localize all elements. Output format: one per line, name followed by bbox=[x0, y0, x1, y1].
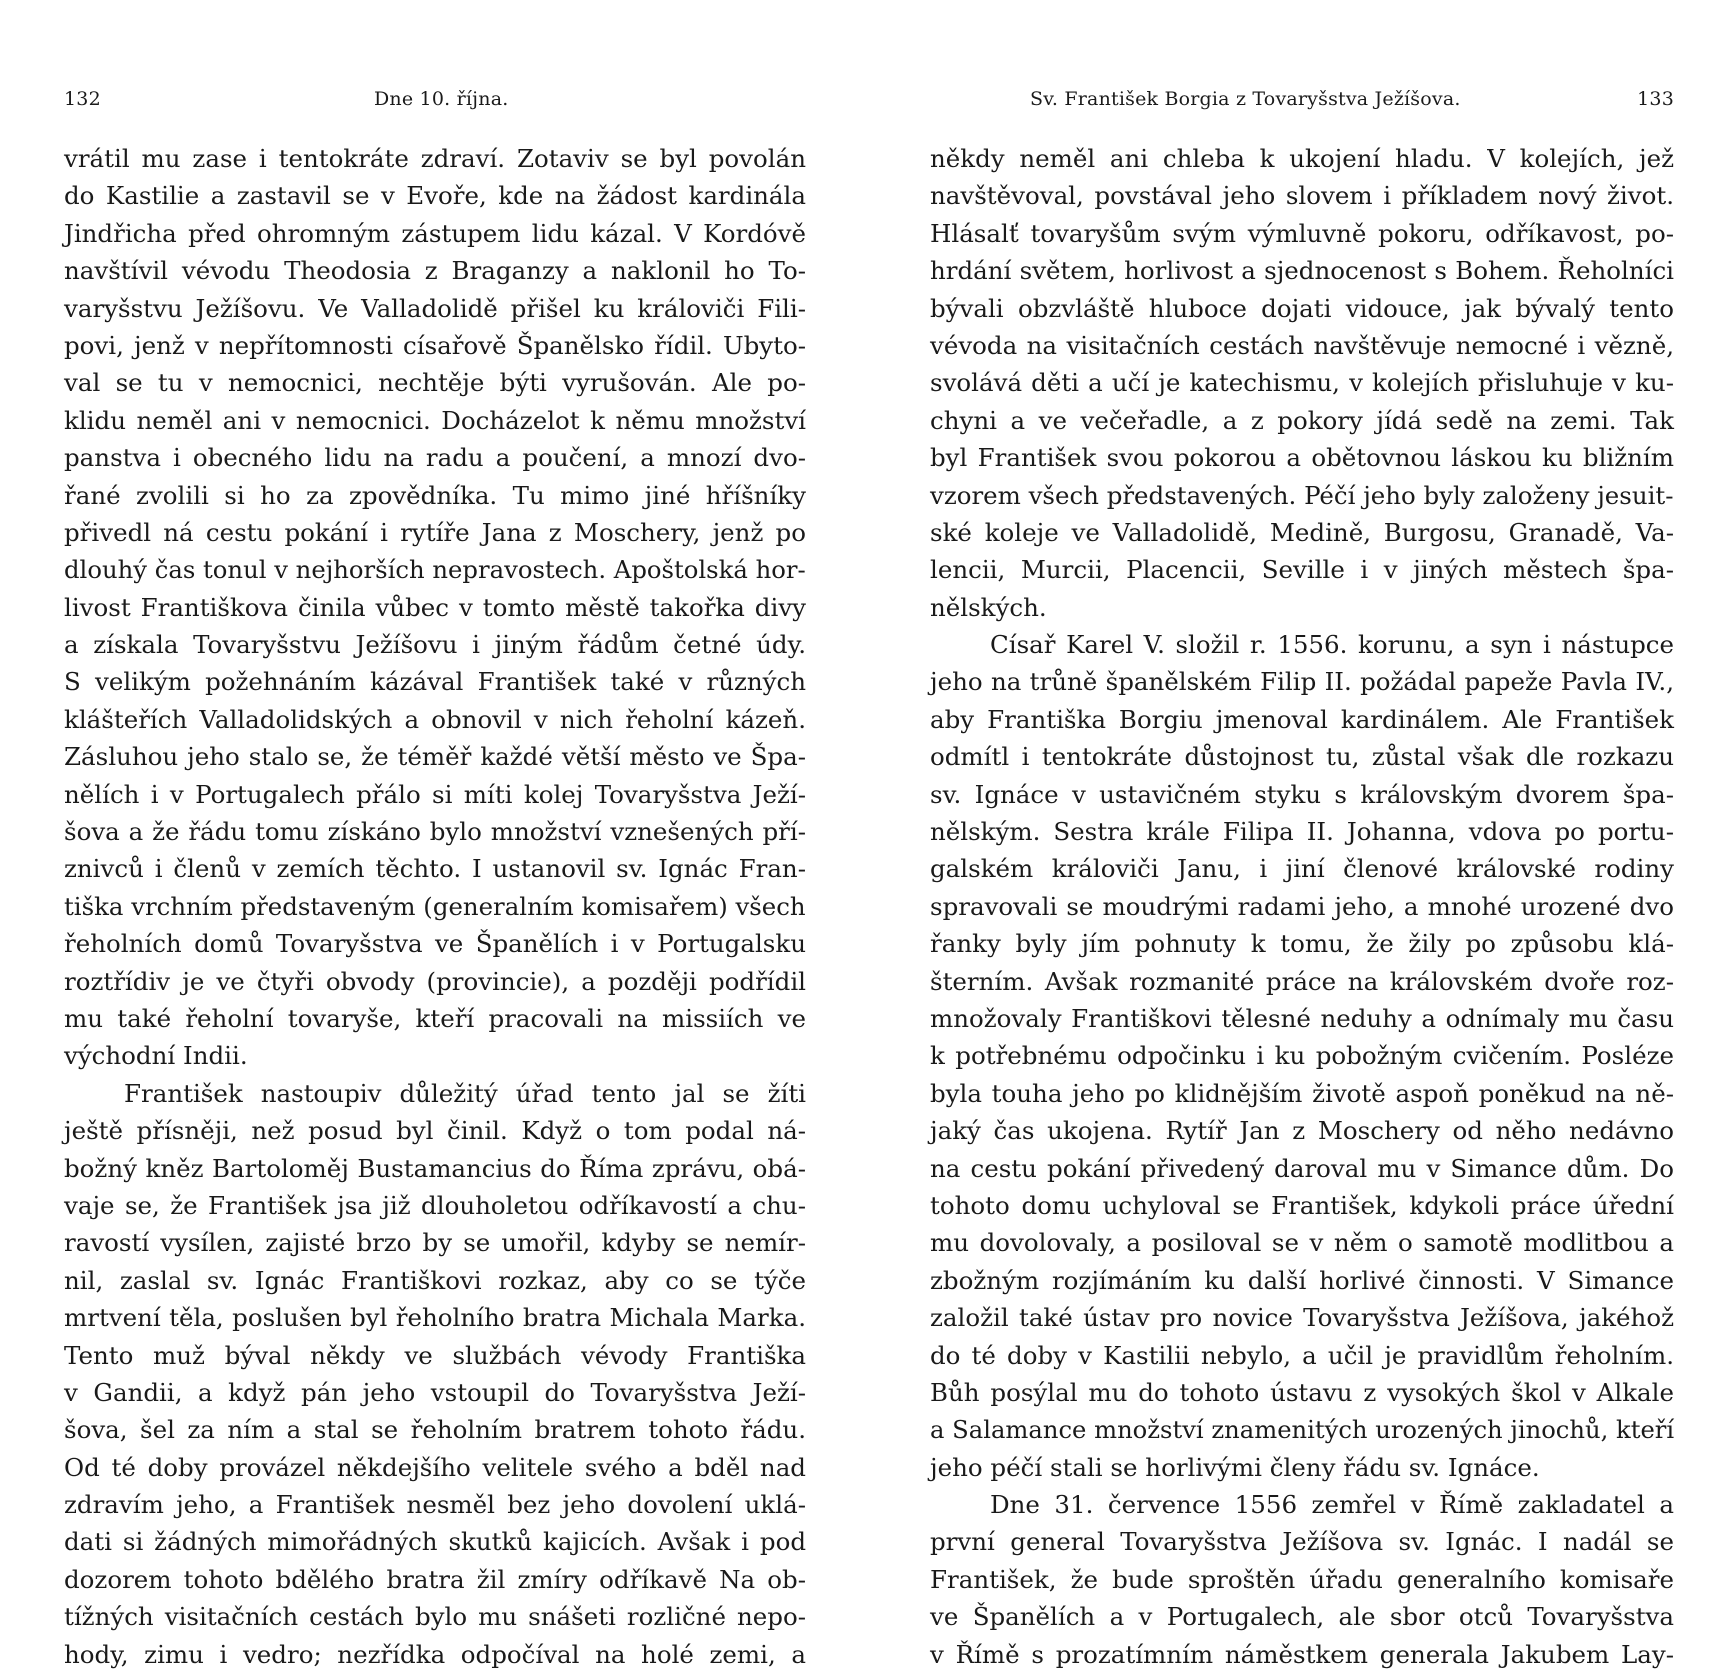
text-line: nělích i v Portugalech přálo si míti kolej Tovaryšstva Ježí- bbox=[64, 779, 806, 809]
text-line: do Kastilie a zastavil se v Evoře, kde na žádost kardinála bbox=[64, 181, 806, 211]
text-line: někdy neměl ani chleba k ukojení hladu. V kolejích, jež bbox=[930, 144, 1674, 173]
text-line: Dne 31. července 1556 zemřel v Římě zakladatel a bbox=[990, 1490, 1674, 1520]
text-line: a Salamance množství znamenitých urozených jinochů, kteří bbox=[930, 1415, 1675, 1445]
text-line: Císař Karel V. složil r. 1556. korunu, a syn i nástupce bbox=[990, 630, 1674, 660]
text-line: chyni a ve večeřadle, a z pokory jídá sedě na zemi. Tak bbox=[930, 405, 1674, 435]
text-line: šterním. Avšak rozmanité práce na královském dvoře roz- bbox=[930, 966, 1674, 996]
text-line: lencii, Murcii, Placencii, Seville i v jiných městech špa- bbox=[930, 555, 1674, 585]
text-line: mu dovolovaly, a posiloval se v něm o samotě modlitbou a bbox=[930, 1228, 1674, 1258]
text-line: nělským. Sestra krále Filipa II. Johanna, vdova po portu- bbox=[930, 817, 1674, 847]
text-line: Od té doby provázel někdejšího velitele svého a bděl nad bbox=[64, 1452, 806, 1482]
left-page-header bbox=[64, 88, 806, 118]
text-line: spravovali se moudrými radami jeho, a mnohé urozené dvo bbox=[930, 891, 1674, 921]
text-line: dozorem tohoto bdělého bratra žil zmíry odříkavě Na ob- bbox=[64, 1564, 806, 1594]
text-line: ravostí vysílen, zajisté brzo by se umořil, kdyby se nemír- bbox=[64, 1228, 806, 1258]
text-line: vaje se, že František jsa již dlouholetou odříkavostí a chu- bbox=[64, 1190, 806, 1220]
text-line: ské koleje ve Valladolidě, Medině, Burgosu, Granadě, Va- bbox=[930, 517, 1674, 547]
text-line: dati si žádných mimořádných skutků kajicích. Avšak i pod bbox=[64, 1527, 806, 1557]
text-line: v Římě s prozatímním náměstkem generala Jakubem Lay- bbox=[930, 1639, 1674, 1669]
text-line: navštívil vévodu Theodosia z Braganzy a naklonil ho To- bbox=[64, 256, 806, 286]
text-line: galském královiči Janu, i jiní členové královské rodiny bbox=[930, 854, 1674, 884]
text-line: svolává děti a učí je katechismu, v kolejích přisluhuje v ku- bbox=[930, 368, 1674, 398]
text-line: roztřídiv je ve čtyři obvody (provincie), a později podřídil bbox=[64, 966, 806, 996]
text-line: Bůh posýlal mu do tohoto ústavu z vysokých škol v Alkale bbox=[930, 1377, 1674, 1407]
text-line: hody, zimu i vedro; nezřídka odpočíval na holé zemi, a bbox=[64, 1639, 806, 1669]
left-page bbox=[64, 0, 806, 1669]
text-line: varyšstvu Ježíšovu. Ve Valladolidě přišel ku královiči Fili- bbox=[64, 293, 806, 323]
text-line: povi, jenž v nepřítomnosti císařově Španělsko řídil. Ubyto- bbox=[64, 330, 806, 360]
text-line: a získala Tovaryšstvu Ježíšovu i jiným řádům četné údy. bbox=[64, 630, 806, 660]
text-line: nělských. bbox=[930, 592, 1047, 622]
right-page bbox=[930, 0, 1675, 1669]
text-line: k potřebnému odpočinku i ku pobožným cvičením. Posléze bbox=[930, 1041, 1674, 1071]
text-line: řeholních domů Tovaryšstva ve Španělích i v Portugalsku bbox=[64, 929, 806, 959]
text-line: Zásluhou jeho stalo se, že téměř každé větší město ve Špa- bbox=[64, 742, 806, 772]
text-line: ještě přísněji, než posud byl činil. Když o tom podal ná- bbox=[64, 1116, 806, 1146]
text-line: S velikým požehnáním kázával František také v různých bbox=[64, 667, 806, 697]
text-line: přivedl ná cestu pokání i rytíře Jana z Moschery, jenž po bbox=[64, 517, 806, 547]
text-line: založil také ústav pro novice Tovaryšstva Ježíšova, jakéhož bbox=[930, 1303, 1674, 1333]
text-line: zdravím jeho, a František nesměl bez jeho dovolení uklá- bbox=[64, 1490, 806, 1520]
text-line: množovaly Františkovi tělesné neduhy a odnímaly mu času bbox=[930, 1003, 1674, 1033]
text-line: jaký čas ukojena. Rytíř Jan z Moschery od něho nedávno bbox=[930, 1116, 1674, 1146]
text-line: jeho péčí stali se horlivými členy řádu sv. Ignáce. bbox=[930, 1452, 1540, 1482]
running-head: Sv. František Borgia z Tovaryšstva Ježíšova. bbox=[1030, 88, 1461, 110]
text-line: šova, šel za ním a stal se řeholním bratrem tohoto řádu. bbox=[64, 1415, 806, 1445]
text-line: znivců i členů v zemích těchto. I ustanovil sv. Ignác Fran- bbox=[64, 854, 806, 884]
text-line: tohoto domu uchyloval se František, kdykoli práce úřední bbox=[930, 1190, 1674, 1220]
text-line: mrtvení těla, poslušen byl řeholního bratra Michala Marka. bbox=[64, 1303, 806, 1333]
text-line: vévoda na visitačních cestách navštěvuje nemocné i vězně, bbox=[930, 330, 1674, 360]
text-line: aby Františka Borgiu jmenoval kardinálem. Ale František bbox=[930, 704, 1674, 734]
text-line: východní Indii. bbox=[64, 1041, 248, 1071]
text-line: jeho na trůně španělském Filip II. požádal papeže Pavla IV., bbox=[930, 667, 1674, 697]
text-line: nil, zaslal sv. Ignác Františkovi rozkaz, aby co se týče bbox=[64, 1265, 806, 1295]
text-line: dlouhý čas tonul v nejhorších nepravostech. Apoštolská hor- bbox=[64, 555, 806, 585]
text-line: vrátil mu zase i tentokráte zdraví. Zotaviv se byl povolán bbox=[64, 144, 806, 173]
text-line: božný kněz Bartoloměj Bustamancius do Říma zprávu, obá- bbox=[64, 1153, 806, 1183]
running-head: Dne 10. října. bbox=[374, 88, 509, 110]
text-line: odmítl i tentokráte důstojnost tu, zůstal však dle rozkazu bbox=[930, 742, 1674, 772]
text-line: vzorem všech představených. Péčí jeho byly založeny jesuit- bbox=[930, 480, 1674, 510]
text-line: Hlásalť tovaryšům svým výmluvně pokoru, odříkavost, po- bbox=[930, 218, 1674, 248]
text-line: bývali obzvláště hluboce dojati vidouce, jak bývalý tento bbox=[930, 293, 1674, 323]
text-line: na cestu pokání přivedený daroval mu v Simance dům. Do bbox=[930, 1153, 1674, 1183]
text-line: panstva i obecného lidu na radu a poučení, a mnozí dvo- bbox=[64, 443, 806, 473]
text-line: ve Španělích a v Portugalech, ale sbor otců Tovaryšstva bbox=[930, 1602, 1674, 1632]
text-line: sv. Ignáce v ustavičném styku s královským dvorem špa- bbox=[930, 779, 1674, 809]
text-line: klášteřích Valladolidských a obnovil v nich řeholní kázeň. bbox=[64, 704, 806, 734]
text-line: mu také řeholní tovaryše, kteří pracovali na missiích ve bbox=[64, 1003, 806, 1033]
text-line: Jindřicha před ohromným zástupem lidu kázal. V Kordóvě bbox=[64, 218, 806, 248]
right-page-body bbox=[930, 140, 1674, 1673]
text-line: šova a že řádu tomu získáno bylo množství vznešených pří- bbox=[64, 817, 806, 847]
text-line: řanky byly jím pohnuty k tomu, že žily po způsobu klá- bbox=[930, 929, 1674, 959]
text-line: klidu neměl ani v nemocnici. Docházelot k němu množství bbox=[64, 405, 806, 435]
text-line: hrdání světem, horlivost a sjednocenost s Bohem. Řeholníci bbox=[930, 256, 1674, 286]
text-line: tiška vrchním představeným (generalním komisařem) všech bbox=[64, 891, 806, 921]
text-line: tížných visitačních cestách bylo mu snášeti rozličné nepo- bbox=[64, 1602, 806, 1632]
text-line: zbožným rozjímáním ku další horlivé činnosti. V Simance bbox=[930, 1265, 1674, 1295]
text-line: byl František svou pokorou a obětovnou láskou ku bližním bbox=[930, 443, 1674, 473]
text-line: livost Františkova činila vůbec v tomto městě takořka divy bbox=[64, 592, 806, 622]
left-page-body bbox=[64, 140, 806, 1673]
text-line: v Gandii, a když pán jeho vstoupil do Tovaryšstva Ježí- bbox=[64, 1377, 806, 1407]
text-line: navštěvoval, povstával jeho slovem i příkladem nový život. bbox=[930, 181, 1674, 211]
text-line: první general Tovaryšstva Ježíšova sv. Ignác. I nadál se bbox=[930, 1527, 1674, 1557]
text-line: byla touha jeho po klidnějším životě aspoň poněkud na ně- bbox=[930, 1078, 1674, 1108]
page-number: 132 bbox=[64, 88, 101, 110]
text-line: řané zvolili si ho za zpovědníka. Tu mimo jiné hříšníky bbox=[64, 480, 806, 510]
text-line: František, že bude sproštěn úřadu generalního komisaře bbox=[930, 1564, 1674, 1594]
text-line: František nastoupiv důležitý úřad tento jal se žíti bbox=[124, 1078, 806, 1108]
page-number: 133 bbox=[1637, 88, 1674, 110]
text-line: Tento muž býval někdy ve službách vévody Františka bbox=[64, 1340, 806, 1370]
text-line: val se tu v nemocnici, nechtěje býti vyrušován. Ale po- bbox=[64, 368, 806, 398]
text-line: do té doby v Kastilii nebylo, a učil je pravidlům řeholním. bbox=[930, 1340, 1674, 1370]
right-page-header bbox=[930, 88, 1674, 118]
